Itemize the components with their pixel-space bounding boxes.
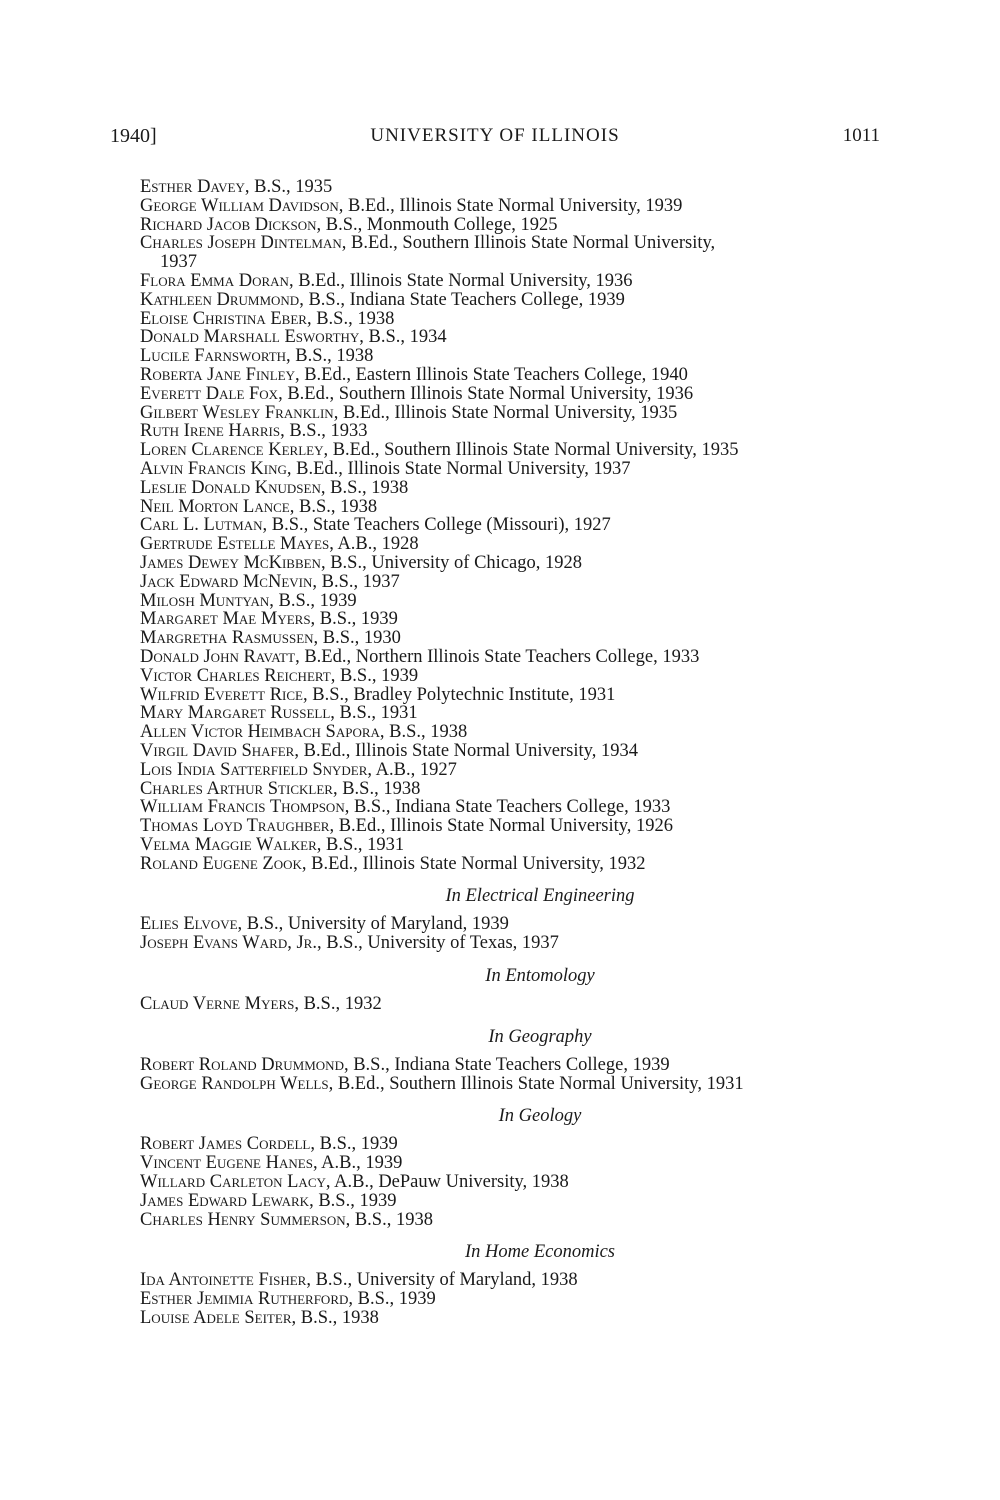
list-item	[140, 573, 880, 592]
graduate-name: Ida Antoinette Fisher	[140, 1270, 307, 1291]
graduate-name: Charles Arthur Stickler	[140, 778, 333, 799]
graduate-name: William Francis Thompson	[140, 797, 345, 818]
graduate-name: Eloise Christina Eber	[140, 308, 307, 329]
list-item	[140, 761, 880, 780]
list-item	[140, 1075, 880, 1094]
degree-details: , B.Ed., Illinois State Normal University, 1937	[286, 458, 631, 479]
section-heading: In Entomology	[485, 966, 595, 987]
degree-details: , B.S., 1931	[330, 703, 418, 724]
graduate-name: Carl L. Lutman	[140, 515, 263, 536]
header-title: UNIVERSITY OF ILLINOIS	[370, 125, 620, 146]
graduate-name: Mary Margaret Russell	[140, 703, 331, 724]
list-item	[140, 1154, 880, 1173]
list-item	[140, 460, 880, 479]
graduate-name: Kathleen Drummond	[140, 289, 300, 310]
degree-details: , B.S., 1938	[320, 477, 409, 498]
graduate-name: Everett Dale Fox	[140, 383, 279, 404]
graduate-name: Flora Emma Doran	[140, 270, 289, 291]
degree-details: , B.S., 1934	[359, 327, 447, 348]
degree-details: , B.S., 1939	[310, 609, 398, 630]
header-page-number: 1011	[842, 125, 880, 146]
section-heading: In Geology	[498, 1106, 582, 1127]
graduate-name: Robert James Cordell	[140, 1134, 311, 1155]
degree-details: , B.S., 1932	[294, 994, 382, 1015]
graduate-name: Donald John Ravatt	[140, 646, 296, 667]
degree-details: , A.B., 1939	[312, 1153, 403, 1174]
degree-details: , B.S., University of Chicago, 1928	[320, 552, 582, 573]
degree-details: , B.Ed., Southern Illinois State Normal University,	[341, 233, 716, 254]
graduate-name: Leslie Donald Knudsen	[140, 477, 321, 498]
degree-details: , A.B., 1927	[367, 759, 457, 780]
list-item	[140, 1192, 880, 1211]
degree-details: , B.S., Monmouth College, 1925	[316, 214, 558, 235]
list-item	[140, 686, 880, 705]
list-item	[140, 441, 880, 460]
graduate-name: Richard Jacob Dickson	[140, 214, 317, 235]
section	[140, 1243, 880, 1327]
graduate-name: Ruth Irene Harris	[140, 421, 281, 442]
graduate-name: Margretha Rasmussen	[140, 628, 314, 649]
degree-details: , B.S., Indiana State Teachers College, 1939	[299, 289, 625, 310]
graduate-name: Elies Elvove	[140, 914, 238, 935]
degree-details: , B.Ed., Illinois State Normal University, 1936	[288, 270, 633, 291]
degree-details: , B.S., 1933	[280, 421, 368, 442]
degree-details: , B.S., 1938	[291, 1308, 379, 1329]
degree-details: , B.S., Bradley Polytechnic Institute, 1931	[303, 684, 616, 705]
graduate-name: Victor Charles Reichert	[140, 665, 331, 686]
graduate-name: Roberta Jane Finley	[140, 364, 295, 385]
degree-details: , A.B., 1928	[329, 534, 419, 555]
section-heading: In Home Economics	[464, 1242, 615, 1263]
list-item	[140, 648, 880, 667]
header-year: 1940]	[110, 125, 157, 147]
list-item	[140, 479, 880, 498]
graduate-name: Allen Victor Heimbach Sapora	[140, 722, 380, 743]
degree-details: , B.Ed., Illinois State Normal University, 1934	[294, 740, 638, 761]
degree-details: , B.S., 1930	[313, 628, 401, 649]
graduate-name: Alvin Francis King	[140, 458, 287, 479]
degree-details: , B.S., Indiana State Teachers College, 1933	[344, 797, 671, 818]
list-item	[140, 498, 880, 517]
degree-details: , B.Ed., Northern Illinois State Teachers College, 1933	[295, 646, 700, 667]
list-item	[140, 366, 880, 385]
degree-details: , B.Ed., Illinois State Normal University, 1935	[333, 402, 678, 423]
list-item	[140, 742, 880, 761]
degree-details: , B.S., 1938	[286, 346, 374, 367]
list-item	[140, 592, 880, 611]
degree-details: , B.S., University of Maryland, 1938	[306, 1270, 578, 1291]
graduate-name: Willard Carleton Lacy	[140, 1172, 326, 1193]
degree-details: , B.S., State Teachers College (Missouri), 1927	[262, 515, 611, 536]
list-item	[140, 291, 880, 310]
list-item	[140, 1271, 880, 1290]
degree-details: , B.Ed., Illinois State Normal University, 1939	[338, 195, 683, 216]
list-item	[140, 995, 880, 1014]
list-item	[140, 178, 880, 197]
graduate-name: Jack Edward McNevin	[140, 571, 313, 592]
graduate-name: Gertrude Estelle Mayes	[140, 534, 330, 555]
list-item	[140, 272, 880, 291]
list-item	[140, 1056, 880, 1075]
graduate-name: Roland Eugene Zook	[140, 853, 302, 874]
graduate-name: Neil Morton Lance	[140, 496, 290, 517]
graduate-name: Loren Clarence Kerley	[140, 440, 324, 461]
list-item	[140, 234, 880, 253]
degree-list	[140, 178, 880, 1328]
list-item	[140, 516, 880, 535]
list-item	[140, 535, 880, 554]
degree-details: , A.B., DePauw University, 1938	[325, 1172, 569, 1193]
degree-details: , B.S., 1938	[379, 722, 468, 743]
degree-details: , B.S., 1939	[330, 665, 419, 686]
list-item	[140, 1211, 880, 1230]
list-item	[140, 554, 880, 573]
degree-details: , B.S., 1938	[289, 496, 378, 517]
list-item	[140, 798, 880, 817]
degree-details: , B.S., 1939	[348, 1289, 436, 1310]
graduate-name: Esther Jemimia Rutherford	[140, 1289, 349, 1310]
section	[140, 178, 880, 873]
graduate-name: James Edward Lewark	[140, 1190, 310, 1211]
graduate-name: Esther Davey	[140, 177, 245, 197]
graduate-name: Vincent Eugene Hanes	[140, 1153, 313, 1174]
graduate-name: Robert Roland Drummond	[140, 1054, 344, 1075]
graduate-name: Gilbert Wesley Franklin	[140, 402, 334, 423]
degree-details: , B.S., 1931	[316, 834, 405, 855]
list-item	[140, 723, 880, 742]
list-item	[140, 817, 880, 836]
degree-details: , B.Ed., Illinois State Normal University, 1926	[329, 816, 674, 837]
graduate-name: Virgil David Shafer	[140, 740, 295, 761]
degree-details: , B.S., 1938	[345, 1209, 433, 1230]
degree-details: , B.S., 1938	[332, 778, 421, 799]
graduate-name: Charles Henry Summerson	[140, 1209, 346, 1230]
list-item	[140, 1135, 880, 1154]
list-item	[140, 404, 880, 423]
list-item	[140, 1309, 880, 1328]
degree-details: , B.S., 1939	[269, 590, 357, 611]
list-item	[140, 422, 880, 441]
list-item	[140, 310, 880, 329]
graduate-name: Margaret Mae Myers	[140, 609, 311, 630]
degree-details: , B.S., 1937	[312, 571, 400, 592]
graduate-name: Charles Joseph Dintelman	[140, 233, 342, 254]
list-item	[140, 629, 880, 648]
graduate-name: James Dewey McKibben	[140, 552, 321, 573]
degree-details: , B.Ed., Southern Illinois State Normal University, 1936	[278, 383, 694, 404]
section	[140, 1028, 880, 1094]
graduate-name: Louise Adele Seiter	[140, 1308, 292, 1329]
graduate-name: Milosh Muntyan	[140, 590, 270, 611]
graduate-name: Lucile Farnsworth	[140, 346, 287, 367]
degree-details: , B.S., University of Maryland, 1939	[237, 914, 509, 935]
graduate-name: Thomas Loyd Traughber	[140, 816, 330, 837]
graduate-name: Lois India Satterfield Snyder	[140, 759, 368, 780]
list-item	[140, 934, 880, 953]
degree-details: , B.S., Indiana State Teachers College, 1939	[343, 1054, 670, 1075]
list-item	[140, 1290, 880, 1309]
section	[140, 967, 880, 1014]
section-heading: In Geography	[488, 1026, 592, 1047]
degree-details: , B.S., 1935	[244, 177, 333, 197]
list-item	[140, 610, 880, 629]
graduate-name: Wilfrid Everett Rice	[140, 684, 304, 705]
page-header	[110, 125, 880, 155]
degree-details: , B.Ed., Southern Illinois State Normal University, 1935	[323, 440, 739, 461]
section	[140, 887, 880, 953]
degree-details: , B.Ed., Illinois State Normal University, 1932	[301, 853, 646, 874]
list-item	[140, 855, 880, 874]
list-item	[140, 1173, 880, 1192]
list-item	[140, 385, 880, 404]
degree-details: , B.Ed., Southern Illinois State Normal University, 1931	[328, 1073, 744, 1094]
entry-continuation: 1937	[160, 252, 197, 273]
graduate-name: Joseph Evans Ward, Jr.	[140, 933, 317, 954]
list-item	[140, 216, 880, 235]
list-item	[140, 667, 880, 686]
section-heading: In Electrical Engineering	[445, 886, 635, 907]
list-item	[140, 328, 880, 347]
degree-details: , B.S., 1938	[306, 308, 395, 329]
degree-details: , B.Ed., Eastern Illinois State Teachers College, 1940	[294, 364, 688, 385]
list-item	[140, 347, 880, 366]
section	[140, 1107, 880, 1229]
graduate-name: Donald Marshall Esworthy	[140, 327, 360, 348]
graduate-name: George William Davidson	[140, 195, 339, 216]
list-item	[140, 780, 880, 799]
degree-details: , B.S., 1939	[309, 1190, 397, 1211]
list-item	[140, 704, 880, 723]
graduate-name: Claud Verne Myers	[140, 994, 295, 1015]
list-item	[140, 915, 880, 934]
list-item	[140, 197, 880, 216]
list-item	[140, 836, 880, 855]
degree-details: , B.S., University of Texas, 1937	[316, 933, 559, 954]
degree-details: , B.S., 1939	[310, 1134, 398, 1155]
graduate-name: George Randolph Wells	[140, 1073, 329, 1094]
graduate-name: Velma Maggie Walker	[140, 834, 317, 855]
